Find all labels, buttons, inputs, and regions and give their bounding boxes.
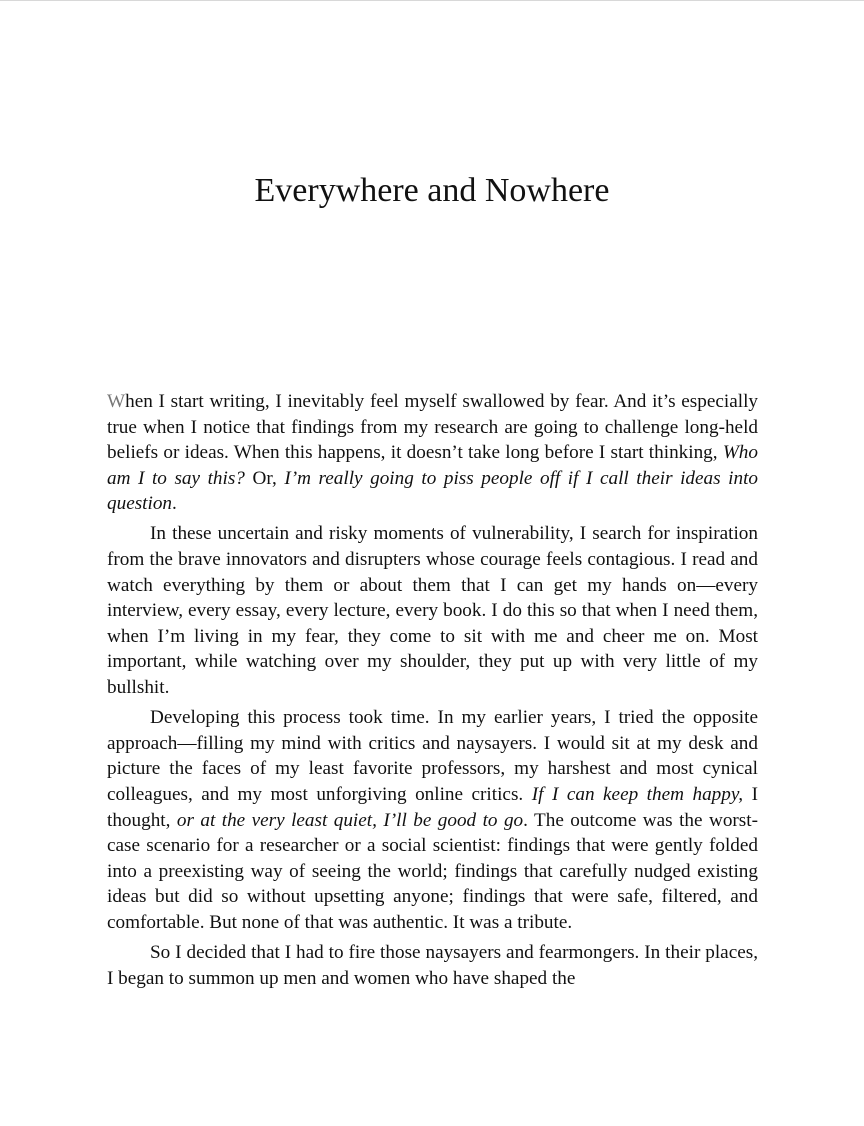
paragraph-4-text: So I decided that I had to fire those naysayers and fearmongers. In their places, I began to summon up men and women who have shaped the (107, 941, 758, 989)
paragraph-1-italic-b: I’m really going to piss people off if I call their ideas into question (107, 467, 759, 515)
paragraph-1-text-a: hen I start writing, I inevitably feel myself swallowed by fear. And it’s especially true when I notice that findings from my research are going to challenge long-held beliefs or ideas. When this happens, it doesn’t take long before I start thinking, (107, 391, 758, 464)
paragraph-4 (107, 940, 758, 991)
paragraph-3 (107, 705, 758, 935)
page-top-border (0, 0, 864, 1)
paragraph-2 (107, 521, 758, 700)
paragraph-3-text-b: I thought, (107, 783, 759, 831)
paragraph-3-text-a: Developing this process took time. In my earlier years, I tried the opposite approach—filling my mind with critics and naysayers. I would sit at my desk and picture the faces of my least favorite professors, my harshest and most cynical colleagues, and my most unforgiving online critics. (107, 707, 758, 805)
chapter-title: Everywhere and Nowhere (254, 172, 610, 209)
paragraph-3-italic-b: or at the very least quiet, I’ll be good to go (176, 809, 524, 831)
paragraph-2-text: In these uncertain and risky moments of vulnerability, I search for inspiration from the brave innovators and disrupters whose courage feels contagious. I read and watch everything by them or about them that I can get my hands on—every interview, every essay, every lecture, every book. I do this so that when I need them, when I’m living in my fear, they come to sit with me and cheer me on. Most important, while watching over my shoulder, they put up with very little of my bullshit. (107, 523, 758, 699)
drop-cap-letter: W (107, 391, 126, 412)
body-text (107, 389, 758, 996)
paragraph-1-text-b: Or, (244, 467, 285, 489)
paragraph-3-italic-a: If I can keep them happy, (531, 783, 744, 805)
paragraph-1-text-c: . (172, 493, 177, 515)
paragraph-1-italic-a: Who am I to say this? (107, 442, 758, 489)
paragraph-1 (107, 389, 758, 517)
paragraph-3-text-c: . The outcome was the worst-case scenario for a researcher or a social scientist: findings that were gently folded into a preexisting way of seeing the world; findings that carefully nudged existing ideas but did so without upsetting anyone; findings that were safe, filtered, and comfortable. But none of that was authentic. It was a tribute. (107, 809, 758, 933)
